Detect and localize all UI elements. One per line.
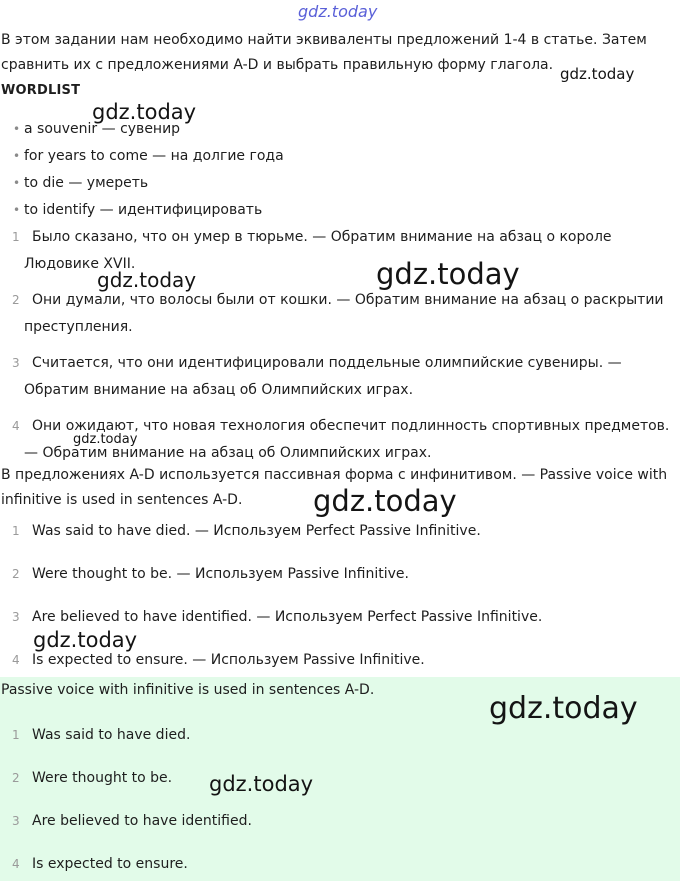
wordlist-item-text: a souvenir — сувенир — [24, 121, 181, 137]
item-number: 4 — [12, 857, 20, 871]
wordlist-item-text: for years to come — на долгие года — [24, 148, 284, 164]
item-number: 2 — [12, 567, 20, 581]
wordlist-item — [13, 146, 284, 166]
watermark: gdz.today — [209, 772, 314, 796]
explanation-text: Is expected to ensure. — Используем Passive Infinitive. — [32, 652, 425, 668]
answer-text: Is expected to ensure. — [32, 856, 188, 872]
watermark: gdz.today — [92, 100, 197, 124]
wordlist-heading: WORDLIST — [1, 83, 81, 98]
wordlist-item-text: to identify — идентифицировать — [24, 202, 263, 218]
item-number: 4 — [12, 419, 20, 433]
bullet-dot-icon: • — [13, 176, 21, 190]
explanation-text: Was said to have died. — Используем Perfect Passive Infinitive. — [32, 523, 481, 539]
watermark: gdz.today — [33, 628, 138, 652]
watermark: gdz.today — [560, 65, 635, 83]
wordlist-item — [13, 200, 262, 220]
answer-text: Were thought to be. — [32, 770, 173, 786]
sentence-text: Они ожидают, что новая технология обеспечит подлинность спортивных предметов. — Обратим внимание на абзац об Олимпийских играх. — [24, 418, 670, 461]
item-number: 1 — [12, 524, 20, 538]
item-number: 4 — [12, 653, 20, 667]
watermark: gdz.today — [489, 691, 638, 726]
item-number: 3 — [12, 814, 20, 828]
sentence-text: Было сказано, что он умер в тюрьме. — Обратим внимание на абзац о короле Людовике XVII. — [24, 229, 612, 272]
bullet-dot-icon: • — [13, 203, 21, 217]
item-number: 3 — [12, 610, 20, 624]
wordlist-item-text: to die — умереть — [24, 175, 149, 191]
watermark: gdz.today — [298, 2, 378, 21]
answer-text: Are believed to have identified. — [32, 813, 252, 829]
bullet-dot-icon: • — [13, 149, 21, 163]
watermark: gdz.today — [313, 484, 457, 518]
item-number: 2 — [12, 293, 20, 307]
passive-note: В предложениях A-D используется пассивная форма с инфинитивом. — Passive voice with infinitive is used in sentences A-D. — [1, 467, 668, 508]
item-number: 1 — [12, 230, 20, 244]
item-number: 1 — [12, 728, 20, 742]
answer-title: Passive voice with infinitive is used in sentences A-D. — [1, 682, 375, 698]
wordlist-item — [13, 173, 148, 193]
sentence-text: Они думали, что волосы были от кошки. — Обратим внимание на абзац о раскрытии преступления. — [24, 292, 664, 335]
answer-text: Was said to have died. — [32, 727, 191, 743]
watermark: gdz.today — [376, 257, 520, 291]
intro-paragraph: В этом задании нам необходимо найти эквиваленты предложений 1-4 в статье. Затем сравнить их с предложениями A-D и выбрать правильную форму глагола. — [1, 32, 647, 73]
explanation-text: Were thought to be. — Используем Passive Infinitive. — [32, 566, 409, 582]
sentence-text: Считается, что они идентифицировали поддельные олимпийские сувениры. — Обратим внимание на абзац об Олимпийских играх. — [24, 355, 622, 398]
watermark: gdz.today — [73, 432, 138, 447]
item-number: 3 — [12, 356, 20, 370]
item-number: 2 — [12, 771, 20, 785]
bullet-dot-icon: • — [13, 122, 21, 136]
watermark: gdz.today — [97, 268, 197, 292]
explanation-text: Are believed to have identified. — Используем Perfect Passive Infinitive. — [32, 609, 543, 625]
